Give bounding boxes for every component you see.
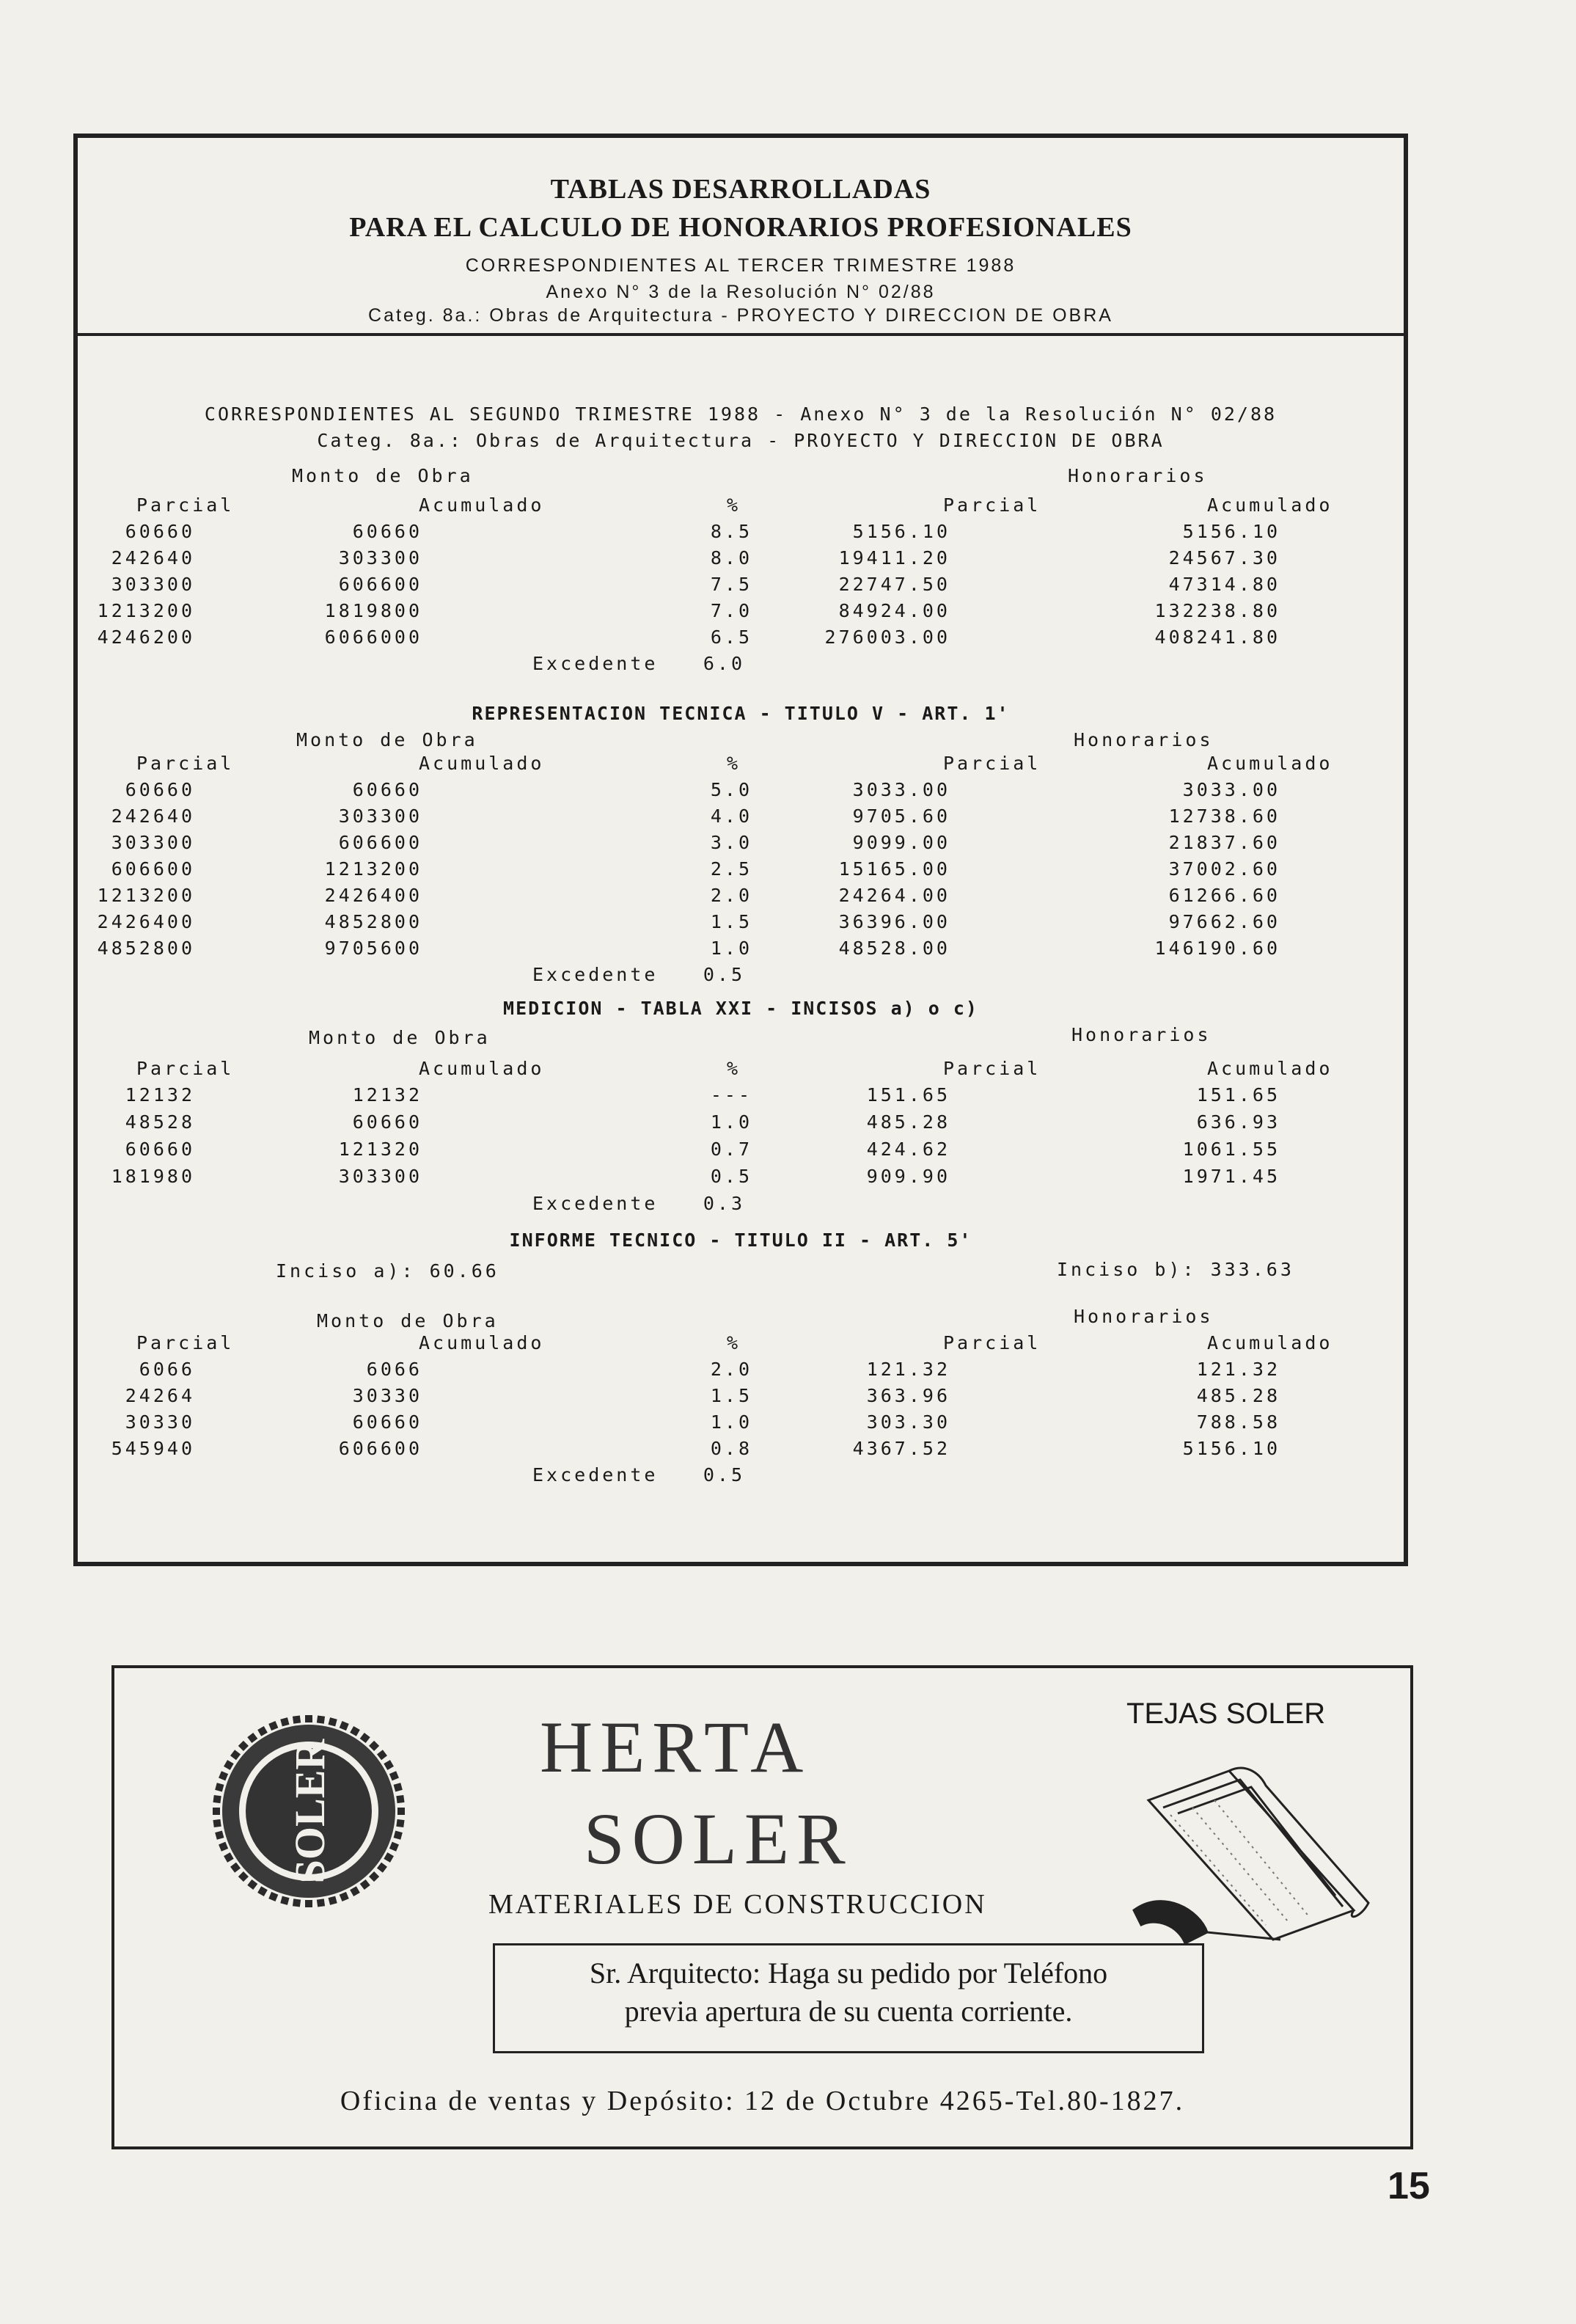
monto-de-obra-label: Monto de Obra [292, 465, 474, 486]
inciso-a-value: Inciso a): 60.66 [276, 1260, 499, 1282]
percent-value: 2.5 [710, 858, 752, 880]
percent-value: 1.5 [710, 911, 752, 932]
parcial-value: 303300 [111, 574, 195, 595]
hon-acumulado-value: 97662.60 [1168, 911, 1280, 932]
hon-parcial-value: 19411.20 [838, 547, 950, 569]
percent-value: 7.5 [710, 574, 752, 595]
hon-parcial-value: 9099.00 [852, 832, 950, 853]
acumulado-value: 606600 [338, 832, 422, 853]
acumulado-value: 9705600 [324, 938, 422, 959]
hon-parcial-value: 3033.00 [852, 779, 950, 800]
hon-parcial-value: 48528.00 [838, 938, 950, 959]
hon-parcial-value: 151.65 [866, 1084, 950, 1106]
fee-tables-frame [73, 134, 1408, 1566]
percent-value: 6.5 [710, 626, 752, 648]
acumulado-value: 2426400 [324, 885, 422, 906]
col-header-hon-acumulado: Acumulado [1207, 753, 1333, 774]
acumulado-value: 303300 [338, 547, 422, 569]
col-header-hon-acumulado: Acumulado [1207, 1058, 1333, 1079]
hon-parcial-value: 4367.52 [852, 1438, 950, 1459]
parcial-value: 303300 [111, 832, 195, 853]
excedente-value: 0.5 [703, 1464, 745, 1486]
honorarios-label: Honorarios [1071, 1024, 1212, 1045]
parcial-value: 30330 [125, 1411, 195, 1433]
col-header-parcial: Parcial [136, 1332, 235, 1353]
hon-parcial-value: 22747.50 [838, 574, 950, 595]
percent-value: 4.0 [710, 805, 752, 827]
parcial-value: 4852800 [97, 938, 195, 959]
hon-acumulado-value: 61266.60 [1168, 885, 1280, 906]
intro-line-2: Categ. 8a.: Obras de Arquitectura - PROYECTO Y DIRECCION DE OBRA [317, 430, 1165, 451]
honorarios-label: Honorarios [1068, 465, 1208, 486]
col-header-hon-acumulado: Acumulado [1207, 1332, 1333, 1353]
parcial-value: 12132 [125, 1084, 195, 1106]
intro-line-1: CORRESPONDIENTES AL SEGUNDO TRIMESTRE 1988 - Anexo N° 3 de la Resolución N° 02/88 [204, 403, 1278, 425]
parcial-value: 6066 [139, 1359, 195, 1380]
company-name-soler: SOLER [584, 1798, 853, 1879]
col-header-percent: % [727, 1332, 741, 1353]
acumulado-value: 303300 [338, 1166, 422, 1187]
percent-value: --- [710, 1084, 752, 1106]
col-header-percent: % [727, 494, 741, 516]
col-header-hon-parcial: Parcial [943, 1332, 1041, 1353]
col-header-hon-parcial: Parcial [943, 494, 1041, 516]
company-tagline: MATERIALES DE CONSTRUCCION [488, 1889, 987, 1920]
hon-acumulado-value: 3033.00 [1182, 779, 1280, 800]
company-name-herta: HERTA [540, 1706, 811, 1788]
hon-acumulado-value: 121.32 [1196, 1359, 1280, 1380]
col-header-acumulado: Acumulado [419, 1332, 545, 1353]
parcial-value: 545940 [111, 1438, 195, 1459]
soler-seal-logo [210, 1712, 408, 1910]
hon-parcial-value: 303.30 [866, 1411, 950, 1433]
hon-parcial-value: 36396.00 [838, 911, 950, 932]
hon-parcial-value: 84924.00 [838, 600, 950, 621]
section-title: INFORME TECNICO - TITULO II - ART. 5' [509, 1229, 972, 1251]
col-header-hon-acumulado: Acumulado [1207, 494, 1333, 516]
hon-acumulado-value: 146190.60 [1154, 938, 1280, 959]
title-line-2: PARA EL CALCULO DE HONORARIOS PROFESIONALES [349, 212, 1132, 243]
parcial-value: 2426400 [97, 911, 195, 932]
hon-acumulado-value: 788.58 [1196, 1411, 1280, 1433]
tejas-soler-label: TEJAS SOLER [1126, 1698, 1326, 1730]
acumulado-value: 1213200 [324, 858, 422, 880]
col-header-hon-parcial: Parcial [943, 753, 1041, 774]
excedente-value: 0.3 [703, 1193, 745, 1214]
excedente-label: Excedente [532, 964, 659, 985]
hon-parcial-value: 363.96 [866, 1385, 950, 1406]
acumulado-value: 30330 [352, 1385, 422, 1406]
parcial-value: 181980 [111, 1166, 195, 1187]
col-header-parcial: Parcial [136, 494, 235, 516]
hon-parcial-value: 121.32 [866, 1359, 950, 1380]
percent-value: 1.0 [710, 1411, 752, 1433]
hon-acumulado-value: 37002.60 [1168, 858, 1280, 880]
parcial-value: 1213200 [97, 600, 195, 621]
hon-acumulado-value: 636.93 [1196, 1111, 1280, 1133]
acumulado-value: 606600 [338, 1438, 422, 1459]
order-notice-box [493, 1943, 1204, 2053]
hon-parcial-value: 909.90 [866, 1166, 950, 1187]
col-header-percent: % [727, 753, 741, 774]
acumulado-value: 606600 [338, 574, 422, 595]
parcial-value: 60660 [125, 521, 195, 542]
percent-value: 0.8 [710, 1438, 752, 1459]
parcial-value: 242640 [111, 547, 195, 569]
acumulado-value: 60660 [352, 1111, 422, 1133]
hon-acumulado-value: 1971.45 [1182, 1166, 1280, 1187]
parcial-value: 1213200 [97, 885, 195, 906]
seal-text: SOLER [286, 1739, 334, 1884]
hon-acumulado-value: 5156.10 [1182, 1438, 1280, 1459]
hon-acumulado-value: 21837.60 [1168, 832, 1280, 853]
hon-acumulado-value: 5156.10 [1182, 521, 1280, 542]
acumulado-value: 121320 [338, 1139, 422, 1160]
acumulado-value: 60660 [352, 521, 422, 542]
acumulado-value: 6066 [366, 1359, 422, 1380]
excedente-label: Excedente [532, 1193, 659, 1214]
title-line-1: TABLAS DESARROLLADAS [550, 174, 931, 205]
percent-value: 7.0 [710, 600, 752, 621]
inciso-b-value: Inciso b): 333.63 [1057, 1259, 1294, 1280]
percent-value: 1.0 [710, 938, 752, 959]
monto-de-obra-label: Monto de Obra [309, 1027, 491, 1048]
parcial-value: 60660 [125, 779, 195, 800]
honorarios-label: Honorarios [1074, 729, 1214, 750]
header-divider [78, 333, 1404, 336]
percent-value: 5.0 [710, 779, 752, 800]
hon-acumulado-value: 151.65 [1196, 1084, 1280, 1106]
excedente-value: 6.0 [703, 653, 745, 674]
percent-value: 0.5 [710, 1166, 752, 1187]
percent-value: 0.7 [710, 1139, 752, 1160]
roof-tile-icon [1119, 1742, 1398, 1954]
hon-parcial-value: 276003.00 [824, 626, 950, 648]
col-header-acumulado: Acumulado [419, 753, 545, 774]
advertisement-box [111, 1665, 1413, 2149]
monto-de-obra-label: Monto de Obra [296, 729, 478, 750]
percent-value: 8.5 [710, 521, 752, 542]
hon-parcial-value: 9705.60 [852, 805, 950, 827]
acumulado-value: 12132 [352, 1084, 422, 1106]
hon-acumulado-value: 12738.60 [1168, 805, 1280, 827]
parcial-value: 4246200 [97, 626, 195, 648]
notice-line-1: Sr. Arquitecto: Haga su pedido por Teléfono [589, 1956, 1108, 1989]
percent-value: 1.0 [710, 1111, 752, 1133]
subtitle-trimester: CORRESPONDIENTES AL TERCER TRIMESTRE 1988 [465, 255, 1016, 276]
percent-value: 2.0 [710, 1359, 752, 1380]
parcial-value: 606600 [111, 858, 195, 880]
monto-de-obra-label: Monto de Obra [317, 1310, 499, 1331]
parcial-value: 242640 [111, 805, 195, 827]
hon-parcial-value: 485.28 [866, 1111, 950, 1133]
col-header-parcial: Parcial [136, 1058, 235, 1079]
excedente-value: 0.5 [703, 964, 745, 985]
hon-acumulado-value: 132238.80 [1154, 600, 1280, 621]
percent-value: 1.5 [710, 1385, 752, 1406]
excedente-label: Excedente [532, 1464, 659, 1486]
percent-value: 2.0 [710, 885, 752, 906]
sales-office-address: Oficina de ventas y Depósito: 12 de Octubre 4265-Tel.80-1827. [340, 2086, 1185, 2116]
acumulado-value: 60660 [352, 1411, 422, 1433]
parcial-value: 48528 [125, 1111, 195, 1133]
acumulado-value: 303300 [338, 805, 422, 827]
subtitle-category: Categ. 8a.: Obras de Arquitectura - PROYECTO Y DIRECCION DE OBRA [368, 305, 1113, 326]
acumulado-value: 6066000 [324, 626, 422, 648]
section-title: REPRESENTACION TECNICA - TITULO V - ART. 1' [472, 703, 1010, 724]
percent-value: 3.0 [710, 832, 752, 853]
col-header-parcial: Parcial [136, 753, 235, 774]
hon-acumulado-value: 1061.55 [1182, 1139, 1280, 1160]
col-header-percent: % [727, 1058, 741, 1079]
col-header-acumulado: Acumulado [419, 494, 545, 516]
col-header-hon-parcial: Parcial [943, 1058, 1041, 1079]
hon-acumulado-value: 47314.80 [1168, 574, 1280, 595]
page-number: 15 [1388, 2165, 1430, 2207]
subtitle-annex: Anexo N° 3 de la Resolución N° 02/88 [546, 282, 936, 302]
hon-parcial-value: 5156.10 [852, 521, 950, 542]
hon-parcial-value: 424.62 [866, 1139, 950, 1160]
acumulado-value: 60660 [352, 779, 422, 800]
parcial-value: 24264 [125, 1385, 195, 1406]
col-header-acumulado: Acumulado [419, 1058, 545, 1079]
acumulado-value: 4852800 [324, 911, 422, 932]
notice-line-2: previa apertura de su cuenta corriente. [624, 1995, 1073, 2028]
honorarios-label: Honorarios [1074, 1306, 1214, 1327]
hon-parcial-value: 24264.00 [838, 885, 950, 906]
hon-parcial-value: 15165.00 [838, 858, 950, 880]
acumulado-value: 1819800 [324, 600, 422, 621]
hon-acumulado-value: 24567.30 [1168, 547, 1280, 569]
percent-value: 8.0 [710, 547, 752, 569]
parcial-value: 60660 [125, 1139, 195, 1160]
section-title: MEDICION - TABLA XXI - INCISOS a) o c) [503, 998, 978, 1019]
hon-acumulado-value: 485.28 [1196, 1385, 1280, 1406]
excedente-label: Excedente [532, 653, 659, 674]
hon-acumulado-value: 408241.80 [1154, 626, 1280, 648]
